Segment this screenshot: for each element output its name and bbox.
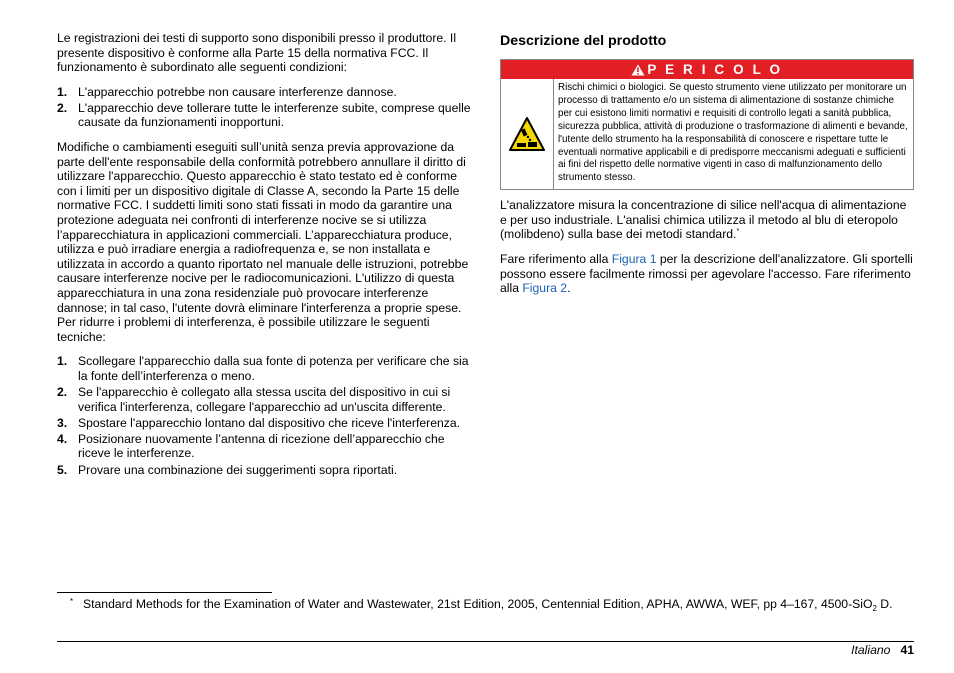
fcc-paragraph: Modifiche o cambiamenti eseguiti sull’unità senza previa approvazione da parte dell'ente responsabile della conformità potrebbero annullare il diritto di utilizzare l'apparecchio. Questo apparecchio è stato testato ed è conforme con i limiti per un dispositivo digitale di Classe A, secondo la Parte 15 delle normative FCC. I suddetti limiti sono stati fissati in modo da garantire una protezione adeguata nei confronti di interferenze nocive se si utilizza l’apparecchiatura in applicazioni commerciali. L’apparecchiatura produce, utilizza e può irradiare energia a radiofrequenza e, se non installata e utilizzata in accordo a quanto riportato nel manuale delle istruzioni, potrebbe causare interferenze nocive per le radiocomunicazioni. L'utilizzo di questa apparecchiatura in una zona residenziale può provocare interferenze dannose; in tal caso, l'utente dovrà eliminare l'interferenza a proprie spese. Per ridurre i problemi di interferenza, è possibile utilizzare le seguenti tecniche: — [57, 140, 469, 344]
list-item-number: 1. — [57, 354, 68, 369]
list-item — [57, 85, 472, 100]
corrosive-hazard-icon — [508, 116, 546, 152]
danger-label: P E R I C O L O — [647, 62, 783, 77]
list-item-number: 4. — [57, 431, 68, 446]
list-item-number: 3. — [57, 415, 68, 430]
list-item-number: 2. — [57, 385, 68, 400]
footnote-divider — [57, 592, 272, 593]
danger-icon-cell — [501, 79, 554, 189]
warning-triangle-icon — [631, 64, 645, 76]
footnote-text: Standard Methods for the Examination of Water and Wastewater, 21st Edition, 2005, Centennial Edition, APHA, AWWA, WEF, pp 4–167, 4500-SiO$_2$ D. — [83, 597, 893, 613]
list-item-text: Spostare l'apparecchio lontano dal dispositivo che riceve l'interferenza. — [78, 415, 461, 430]
list-item-text: Provare una combinazione dei suggerimenti sopra riportati. — [78, 462, 398, 477]
danger-box — [500, 59, 914, 190]
footer-divider — [57, 641, 914, 642]
conditions-list — [57, 85, 472, 130]
list-item-text: Se l'apparecchio è collegato alla stessa uscita del dispositivo in cui si verifica l'interferenza, collegare l'apparecchio ad un'uscita differente. — [78, 385, 451, 414]
danger-text: Rischi chimici o biologici. Se questo strumento viene utilizzato per monitorare un processo di trattamento e/o un sistema di alimentazione di sostanze chimiche per cui esistono limiti normativi e requisiti di controllo legati a sanità pubblica, sicurezza pubblica, attività di produzione o trasformazione di alimenti e bevande, l'utente dello strumento ha la responsabilità di conoscere e rispettare tutte le eventuali normative applicabili e di predisporre meccanismi adeguati e sufficienti ai fini del rispetto delle normative vigenti in caso di malfunzionamento dello strumento stesso. — [558, 82, 908, 184]
list-item — [57, 463, 472, 478]
list-item-number: 5. — [57, 462, 68, 477]
footnote-mark: * — [70, 597, 74, 606]
figure-1-link[interactable]: Figura 1 — [611, 252, 657, 267]
section-heading: Descrizione del prodotto — [500, 33, 667, 49]
list-item-number: 1. — [57, 84, 68, 99]
list-item-number: 2. — [57, 100, 68, 115]
figure-reference-paragraph: Fare riferimento alla Figura 1 per la descrizione dell'analizzatore. Gli sportelli possono essere facilmente rimossi per agevolare l'accesso. Fare riferimento alla Figura 2. — [500, 252, 913, 296]
list-item-text: Posizionare nuovamente l’antenna di ricezione dell’apparecchio che riceve le interferenze. — [78, 431, 445, 461]
danger-body — [501, 79, 913, 189]
left-column — [57, 31, 472, 487]
footnote-reference[interactable]: * — [736, 228, 740, 236]
analyzer-paragraph: L'analizzatore misura la concentrazione di silice nell'acqua di alimentazione e per uso industriale. L'analisi chimica utilizza il metodo al blu di eteropolo (molibdeno) sulla base dei metodi standard.* — [500, 198, 907, 242]
right-column — [500, 31, 914, 306]
list-item — [57, 432, 472, 461]
list-item — [57, 385, 472, 414]
page-footer — [851, 643, 914, 657]
figure-2-link[interactable]: Figura 2 — [522, 281, 568, 296]
list-item — [57, 101, 472, 130]
intro-paragraph: Le registrazioni dei testi di supporto sono disponibili presso il produttore. Il presente dispositivo è conforme alla Parte 15 della normativa FCC. Il funzionamento è subordinato alle seguenti condizioni: — [57, 31, 457, 75]
list-item-text: L'apparecchio deve tollerare tutte le interferenze subite, comprese quelle causate da funzionamenti inopportuni. — [78, 100, 471, 130]
list-item — [57, 354, 472, 383]
footnote — [70, 597, 910, 612]
list-item-text: Scollegare l'apparecchio dalla sua fonte di potenza per verificare che sia la fonte dell’interferenza o meno. — [78, 354, 469, 383]
danger-header — [501, 60, 913, 79]
list-item-text: L'apparecchio potrebbe non causare interferenze dannose. — [78, 84, 397, 99]
interference-techniques-list — [57, 354, 472, 477]
page-number: 41 — [900, 643, 914, 657]
list-item — [57, 416, 472, 431]
footer-language: Italiano — [851, 643, 891, 657]
